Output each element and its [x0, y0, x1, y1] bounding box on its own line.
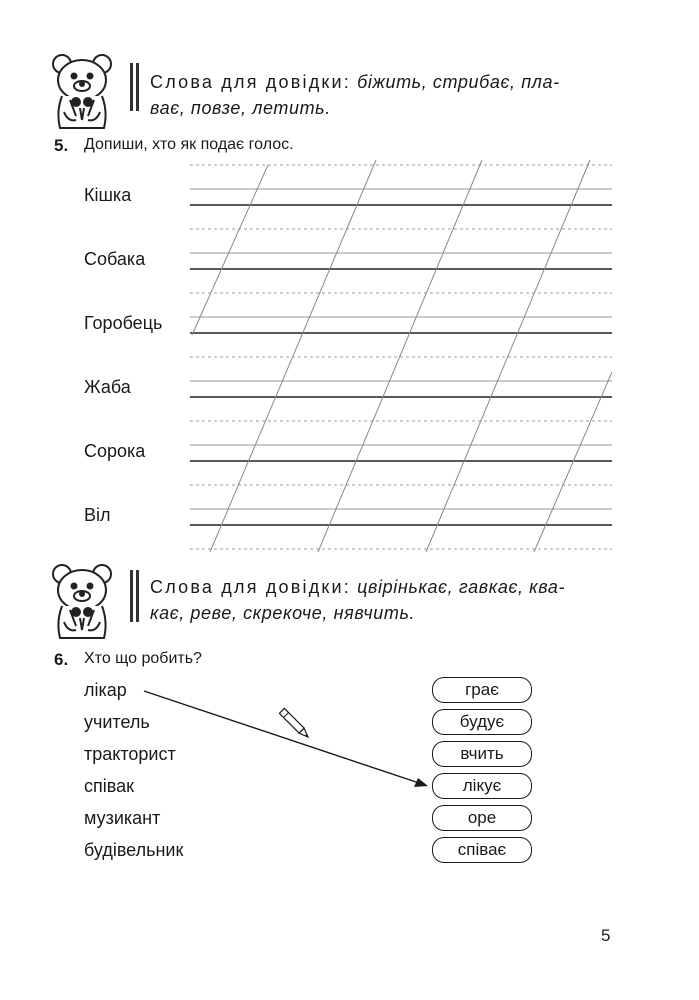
animal-label: Жаба	[84, 377, 131, 397]
hint-label: Слова для довідки:	[150, 577, 351, 597]
arrow-icon	[144, 691, 428, 787]
profession-word: учитель	[84, 712, 150, 732]
profession-word: лікар	[84, 680, 127, 700]
profession-word: тракторист	[84, 744, 176, 764]
profession-word: співак	[84, 776, 134, 796]
pencil-icon	[279, 708, 310, 739]
action-word-box[interactable]: вчить	[432, 741, 532, 767]
animal-label: Сорока	[84, 441, 146, 461]
animal-label: Віл	[84, 505, 111, 525]
task-question: Хто що робить?	[84, 650, 202, 667]
action-word-box[interactable]: будує	[432, 709, 532, 735]
task-number: 5.	[54, 136, 69, 155]
profession-word: музикант	[84, 808, 161, 828]
action-word-box[interactable]: лікує	[432, 773, 532, 799]
page-number: 5	[601, 926, 611, 945]
task-question: Допиши, хто як подає голос.	[84, 136, 294, 153]
animal-label: Кішка	[84, 185, 132, 205]
task-number: 6.	[54, 650, 69, 669]
animal-label: Горобець	[84, 313, 163, 333]
hint-words: біжить, стрибає, пла-	[357, 72, 560, 92]
action-word-box[interactable]: грає	[432, 677, 532, 703]
hint-label: Слова для довідки:	[150, 72, 351, 92]
hint-words: кає, реве, скрекоче, нявчить.	[150, 603, 416, 623]
profession-word: будівельник	[84, 840, 184, 860]
action-word-box[interactable]: оре	[432, 805, 532, 831]
hint-words: ває, повзе, летить.	[150, 98, 331, 118]
action-word-box[interactable]: співає	[432, 837, 532, 863]
animal-label: Собака	[84, 249, 146, 269]
hint-words: цвірінькає, гавкає, ква-	[357, 577, 566, 597]
